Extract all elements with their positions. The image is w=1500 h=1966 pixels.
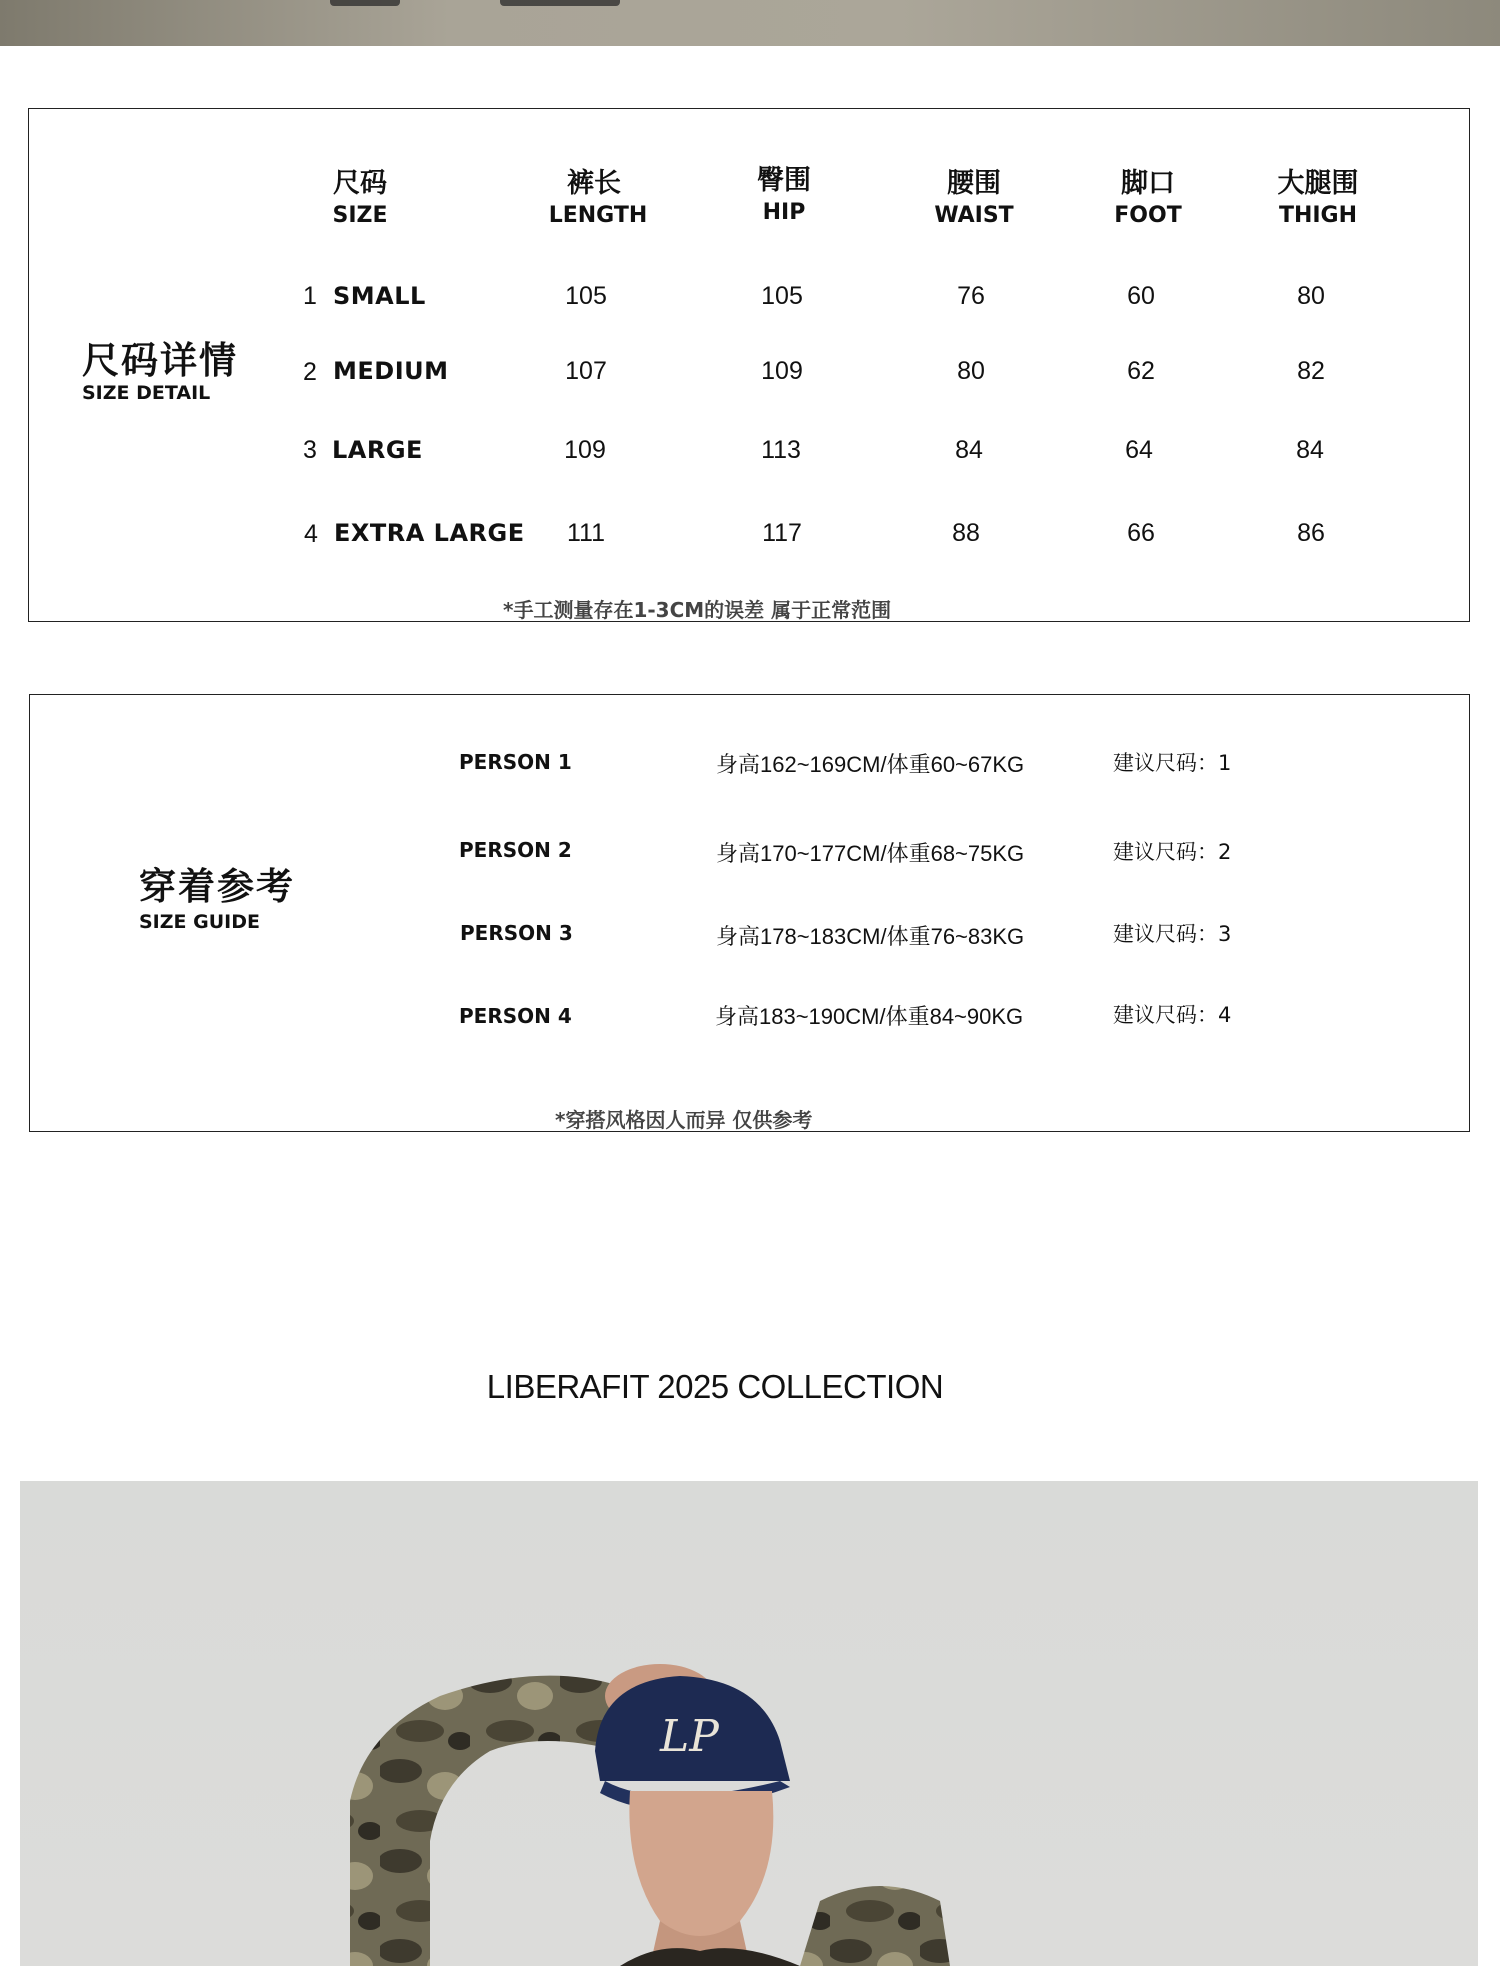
cell-hip: 109 [761,357,803,385]
header-hip-en: HIP [762,200,806,225]
model-photo-illustration [20,1481,1478,1966]
row-size: MEDIUM [333,357,449,385]
cell-length: 105 [565,282,607,310]
header-length-en: LENGTH [548,203,648,228]
cell-thigh: 82 [1297,357,1325,385]
person-recommended-size: 建议尺码：2 [1113,840,1232,864]
person-recommended-size: 建议尺码：1 [1113,751,1232,775]
header-length-zh: 裤长 [567,168,621,199]
cell-waist: 84 [955,436,983,464]
cell-thigh: 80 [1297,282,1325,310]
cell-waist: 80 [957,357,985,385]
size-guide-title: 穿着参考 [139,865,295,908]
top-photo-strip [0,0,1500,46]
header-size-en: SIZE [332,203,388,228]
cell-hip: 113 [761,436,801,464]
cell-foot: 66 [1127,519,1155,547]
collection-title: LIBERAFIT 2025 COLLECTION [486,1368,944,1405]
person-height-weight: 身高170~177CM/体重68~75KG [716,841,1025,866]
person-label: PERSON 3 [460,921,573,945]
cell-length: 111 [566,519,605,547]
header-thigh-zh: 大腿围 [1277,168,1359,199]
row-number: 3 [303,436,317,464]
cell-foot: 60 [1127,282,1155,310]
person-label: PERSON 1 [459,750,572,774]
cell-hip: 105 [761,282,803,310]
cell-foot: 62 [1127,357,1155,385]
person-label: PERSON 4 [459,1004,572,1028]
size-detail-note: *手工测量存在1-3CM的误差 属于正常范围 [503,598,892,622]
person-recommended-size: 建议尺码：3 [1113,922,1232,946]
cap-logo: LP [660,1711,719,1762]
person-recommended-size: 建议尺码：4 [1113,1003,1232,1027]
header-size-zh: 尺码 [333,168,387,199]
header-hip-zh: 臀围 [757,165,811,196]
header-waist-en: WAIST [934,203,1014,228]
cell-hip: 117 [762,519,802,547]
person-height-weight: 身高183~190CM/体重84~90KG [715,1004,1024,1029]
row-size: EXTRA LARGE [334,519,525,547]
cell-thigh: 84 [1296,436,1324,464]
size-guide-note: *穿搭风格因人而异 仅供参考 [555,1108,813,1132]
cell-waist: 76 [957,282,985,310]
person-height-weight: 身高162~169CM/体重60~67KG [716,752,1025,777]
row-number: 1 [303,282,317,310]
size-guide-subtitle: SIZE GUIDE [139,911,260,933]
cell-waist: 88 [952,519,980,547]
row-size: LARGE [332,436,423,464]
size-detail-title: 尺码详情 [82,339,238,382]
row-number: 4 [304,520,318,548]
person-height-weight: 身高178~183CM/体重76~83KG [716,924,1025,949]
person-label: PERSON 2 [459,838,572,862]
header-thigh-en: THIGH [1278,203,1358,228]
header-foot-en: FOOT [1114,203,1182,228]
header-foot-zh: 脚口 [1121,168,1175,199]
size-detail-subtitle: SIZE DETAIL [82,382,211,404]
model-photo [20,1481,1478,1966]
cell-foot: 64 [1125,436,1153,464]
row-number: 2 [303,358,317,386]
cell-length: 107 [565,357,607,385]
cell-thigh: 86 [1297,519,1325,547]
cell-length: 109 [564,436,606,464]
header-waist-zh: 腰围 [947,168,1001,199]
row-size: SMALL [333,282,426,310]
